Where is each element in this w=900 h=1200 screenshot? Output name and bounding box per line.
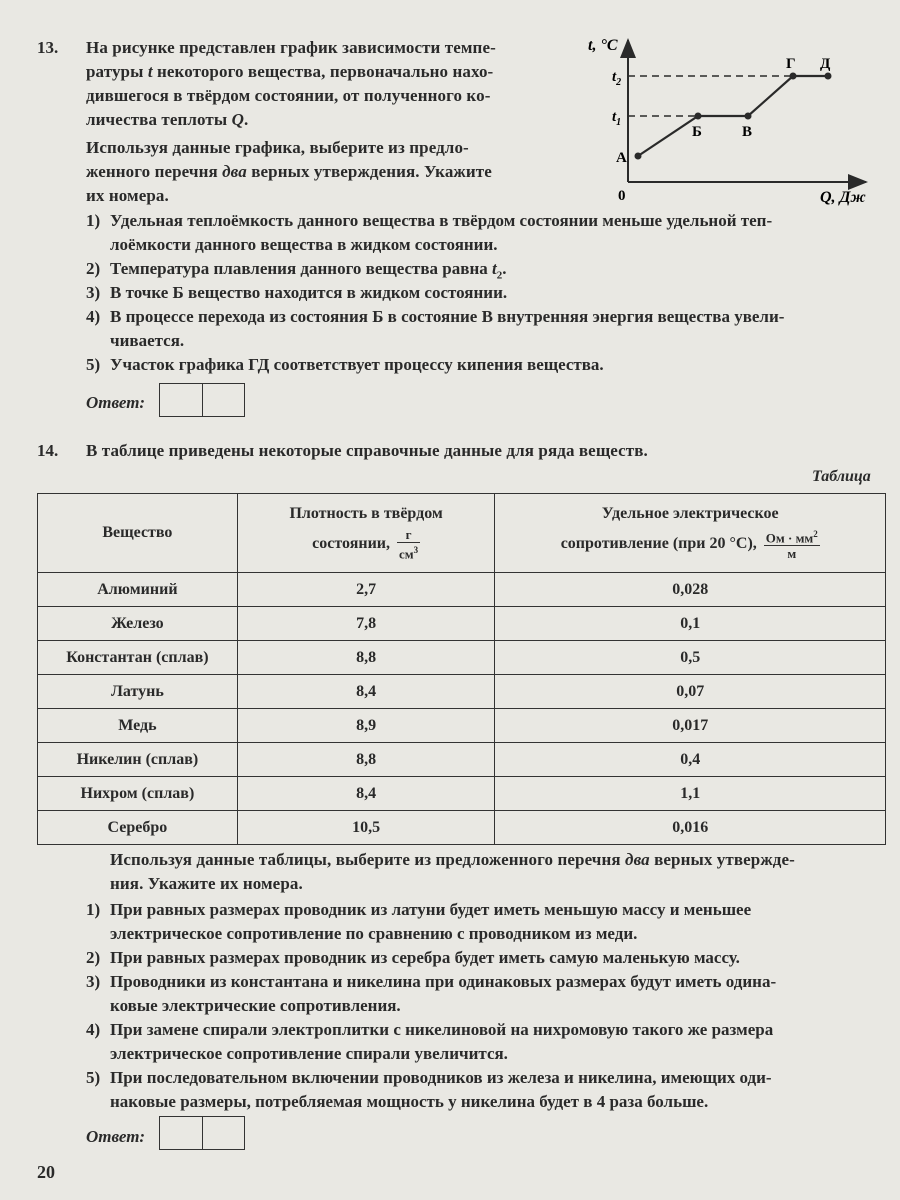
- cell-resistivity: 0,017: [495, 709, 886, 743]
- point-g: [790, 73, 797, 80]
- q13-intro-line-7: их номера.: [86, 186, 169, 205]
- q14-option-3-cont: ковые электрические сопротивления.: [110, 996, 401, 1015]
- table-row: [38, 777, 886, 811]
- q13-option-4-cont: чивается.: [110, 331, 185, 350]
- point-d-label: Д: [820, 56, 831, 72]
- point-v: [745, 113, 752, 120]
- cell-substance: Железо: [38, 607, 238, 641]
- cell-resistivity: 0,016: [495, 811, 886, 845]
- origin-label: 0: [618, 188, 626, 204]
- q14-answer-label: Ответ:: [86, 1127, 146, 1146]
- q14-option-4-cont: электрическое сопротивление спирали увеличится.: [110, 1044, 508, 1063]
- table-row: [38, 709, 886, 743]
- q13-option-1: 1) Удельная теплоёмкость данного вещества в твёрдом состоянии меньше удельной теп-: [86, 211, 773, 230]
- page-number: 20: [37, 1162, 55, 1182]
- table-row: [38, 641, 886, 675]
- question-13-number: 13.: [37, 38, 59, 57]
- cell-density: 8,9: [237, 709, 495, 743]
- point-v-label: В: [742, 124, 753, 140]
- q14-instruction-line-1: Используя данные таблицы, выберите из предложенного перечня два верных утвержде-: [110, 850, 795, 869]
- q13-option-4: 4) В процессе перехода из состояния Б в состояние В внутренняя энергия вещества увели-: [86, 307, 785, 326]
- q13-intro-line-3: дившегося в твёрдом состоянии, от полученного ко-: [86, 86, 491, 105]
- cell-density: 7,8: [237, 607, 495, 641]
- q14-intro: В таблице приведены некоторые справочные данные для ряда веществ.: [86, 441, 648, 460]
- cell-substance: Латунь: [38, 675, 238, 709]
- t1-tick-label: $t_1$: [612, 109, 622, 128]
- cell-density: 10,5: [237, 811, 495, 845]
- table-header-row: [38, 494, 886, 573]
- cell-substance: Нихром (сплав): [38, 777, 238, 811]
- header-substance: Вещество: [38, 494, 238, 573]
- cell-substance: Серебро: [38, 811, 238, 845]
- x-axis-label: Q, Дж: [820, 189, 866, 206]
- question-14-number: 14.: [37, 441, 59, 460]
- table-row: [38, 675, 886, 709]
- q13-answer-cell-2[interactable]: [202, 384, 245, 416]
- cell-density: 8,4: [237, 777, 495, 811]
- cell-density: 8,8: [237, 641, 495, 675]
- q14-option-4: 4) При замене спирали электроплитки с никелиновой на нихромовую такого же размера: [86, 1020, 774, 1039]
- q14-answer-box[interactable]: [159, 1116, 245, 1150]
- header-density: Плотность в твёрдом состоянии, $\frac{г}{см^3}$: [237, 494, 495, 573]
- q13-answer-cell-1[interactable]: [160, 384, 202, 416]
- q14-option-3: 3) Проводники из константана и никелина при одинаковых размерах будут иметь одина-: [86, 972, 777, 991]
- cell-resistivity: 0,1: [495, 607, 886, 641]
- q14-answer-cell-1[interactable]: [160, 1117, 202, 1149]
- q13-intro-line-5: Используя данные графика, выберите из предло-: [86, 138, 469, 157]
- q14-option-5-cont: наковые размеры, потребляемая мощность у никелина будет в 4 раза больше.: [110, 1092, 709, 1111]
- q13-option-3: 3) В точке Б вещество находится в жидком состоянии.: [86, 283, 508, 302]
- point-b-label: Б: [692, 124, 702, 140]
- substances-table: [37, 493, 886, 845]
- cell-resistivity: 1,1: [495, 777, 886, 811]
- q14-option-5: 5) При последовательном включении проводников из железа и никелина, имеющих оди-: [86, 1068, 772, 1087]
- q13-intro-line-4: личества теплоты Q.: [86, 110, 249, 129]
- point-d: [825, 73, 832, 80]
- point-g-label: Г: [786, 56, 796, 72]
- q14-option-2: 2) При равных размерах проводник из серебра будет иметь самую маленькую массу.: [86, 948, 740, 967]
- cell-resistivity: 0,5: [495, 641, 886, 675]
- q13-intro-line-1: На рисунке представлен график зависимости темпе-: [86, 38, 496, 57]
- cell-density: 8,4: [237, 675, 495, 709]
- table-caption: Таблица: [812, 468, 871, 485]
- q13-option-5: 5) Участок графика ГД соответствует процессу кипения вещества.: [86, 355, 604, 374]
- cell-substance: Константан (сплав): [38, 641, 238, 675]
- cell-resistivity: 0,07: [495, 675, 886, 709]
- table-row: [38, 607, 886, 641]
- q14-answer-cell-2[interactable]: [202, 1117, 245, 1149]
- q13-option-2: 2) Температура плавления данного вещества равна $t_2$.: [86, 259, 507, 282]
- table-row: [38, 811, 886, 845]
- q13-intro-line-2: ратуры t некоторого вещества, первоначально нахо-: [86, 62, 494, 81]
- cell-resistivity: 0,028: [495, 573, 886, 607]
- q13-intro-line-6: женного перечня два верных утверждения. Укажите: [86, 162, 492, 181]
- point-a: [635, 153, 642, 160]
- q14-option-1-cont: электрическое сопротивление по сравнению с проводником из меди.: [110, 924, 638, 943]
- cell-density: 8,8: [237, 743, 495, 777]
- density-unit: $\frac{г}{см^3}$: [399, 526, 419, 562]
- temperature-heat-graph: [588, 30, 888, 210]
- y-axis-label: t, °C: [588, 37, 618, 54]
- q14-instruction-line-2: ния. Укажите их номера.: [110, 874, 303, 893]
- q13-answer-box[interactable]: [159, 383, 245, 417]
- cell-substance: Медь: [38, 709, 238, 743]
- t2-tick-label: $t_2$: [612, 69, 622, 88]
- q13-option-1-cont: лоёмкости данного вещества в жидком состоянии.: [110, 235, 498, 254]
- cell-resistivity: 0,4: [495, 743, 886, 777]
- resistivity-unit: $\frac{Ом \cdot мм^2}{м}$: [765, 528, 818, 562]
- point-a-label: А: [616, 150, 627, 166]
- cell-density: 2,7: [237, 573, 495, 607]
- table-row: [38, 743, 886, 777]
- cell-substance: Алюминий: [38, 573, 238, 607]
- cell-substance: Никелин (сплав): [38, 743, 238, 777]
- q14-option-1: 1) При равных размерах проводник из латуни будет иметь меньшую массу и меньшее: [86, 900, 752, 919]
- header-resistivity: Удельное электрическое сопротивление (при 20 °C), $\frac{Ом \cdot мм^2}{м}$: [495, 494, 886, 573]
- point-b: [695, 113, 702, 120]
- table-row: [38, 573, 886, 607]
- q13-answer-label: Ответ:: [86, 393, 146, 412]
